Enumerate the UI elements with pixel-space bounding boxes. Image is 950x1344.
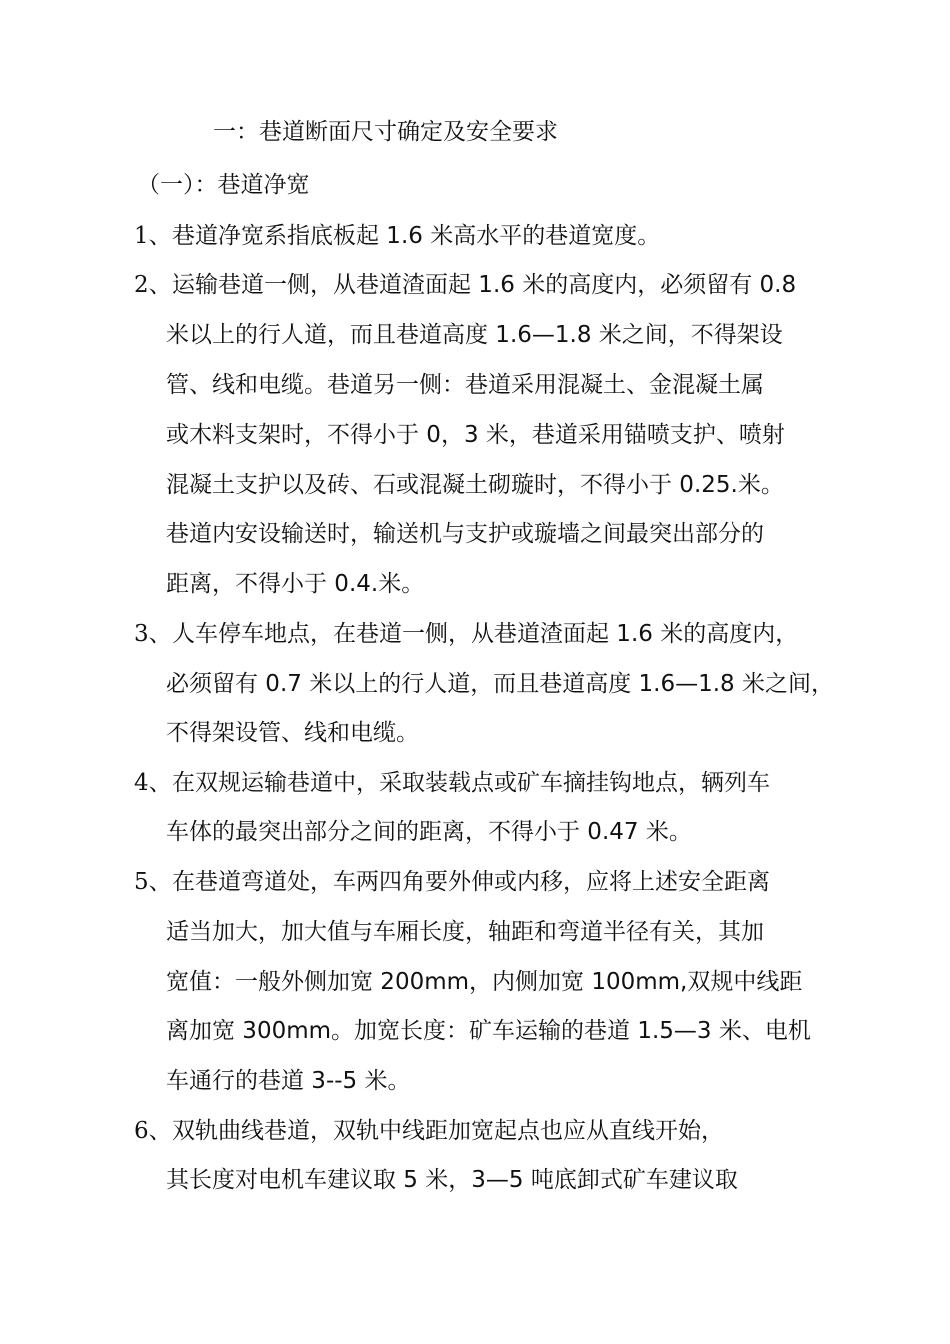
item-line: 适当加大，加大值与车厢长度，轴距和弯道半径有关，其加 [166, 919, 764, 945]
item-line: 距离，不得小于 0.4.米。 [166, 571, 425, 597]
item-line: 混凝土支护以及砖、石或混凝土砌璇时，不得小于 0.25.米。 [166, 472, 784, 498]
item-line: 管、线和电缆。巷道另一侧：巷道采用混凝土、金混凝土属 [166, 372, 764, 398]
item-line: 双轨曲线巷道，双轨中线距加宽起点也应从直线开始， [172, 1118, 724, 1144]
item-number: 1、 [134, 223, 172, 249]
item-line: 米以上的行人道，而且巷道高度 1.6—1.8 米之间，不得架设 [166, 322, 783, 348]
document-title: 一：巷道断面尺寸确定及安全要求 [213, 119, 558, 145]
item-line: 巷道内安设输送时，输送机与支护或璇墙之间最突出部分的 [166, 521, 764, 547]
item-line: 不得架设管、线和电缆。 [166, 720, 419, 746]
item-line: 在双规运输巷道中，采取装载点或矿车摘挂钩地点，辆列车 [172, 770, 770, 796]
item-line: 宽值：一般外侧加宽 200mm，内侧加宽 100mm,双规中线距 [166, 969, 803, 995]
item-number: 6、 [134, 1118, 172, 1144]
item-number: 5、 [134, 869, 172, 895]
item-line: 巷道净宽系指底板起 1.6 米高水平的巷道宽度。 [172, 223, 661, 249]
item-line: 在巷道弯道处，车两四角要外伸或内移，应将上述安全距离 [172, 869, 770, 895]
item-line: 车通行的巷道 3--5 米。 [166, 1068, 411, 1094]
item-number: 4、 [134, 770, 172, 796]
item-line: 车体的最突出部分之间的距离，不得小于 0.47 米。 [166, 819, 692, 845]
item-line: 其长度对电机车建议取 5 米，3—5 吨底卸式矿车建议取 [166, 1167, 738, 1193]
item-line: 运输巷道一侧，从巷道渣面起 1.6 米的高度内，必须留有 0.8 [172, 272, 797, 298]
item-line: 人车停车地点，在巷道一侧，从巷道渣面起 1.6 米的高度内， [172, 621, 799, 647]
item-number: 2、 [134, 272, 172, 298]
item-number: 3、 [134, 621, 172, 647]
item-line: 必须留有 0.7 米以上的行人道，而且巷道高度 1.6—1.8 米之间， [166, 671, 834, 697]
item-line: 或木料支架时，不得小于 0，3 米，巷道采用锚喷支护、喷射 [166, 422, 785, 448]
item-line: 离加宽 300mm。加宽长度：矿车运输的巷道 1.5—3 米、电机 [166, 1018, 811, 1044]
section-heading: （一）：巷道净宽 [137, 172, 310, 198]
